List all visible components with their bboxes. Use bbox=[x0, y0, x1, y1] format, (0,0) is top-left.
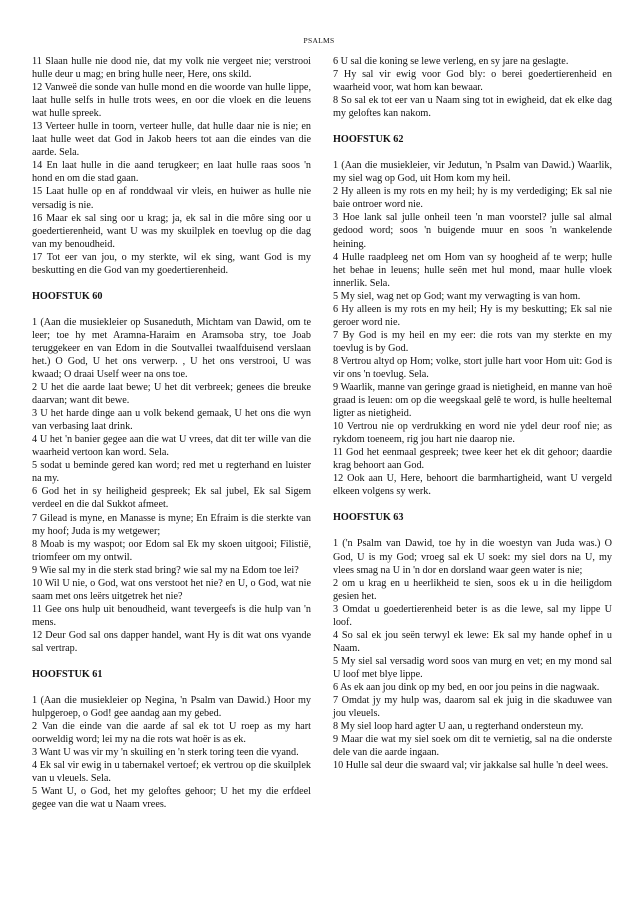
verse-paragraph: 5 My siel, wag net op God; want my verwagting is van hom. bbox=[333, 290, 581, 302]
verse-paragraph: 12 Ook aan U, Here, behoort die barmhartigheid, want U vergeld elkeen volgens sy werk. bbox=[333, 473, 612, 498]
verse-paragraph: 15 Laat hulle op en af ronddwaal vir vleis, en huiwer as hulle nie versadig is nie. bbox=[32, 186, 311, 211]
verse-paragraph: 3 U het harde dinge aan u volk bekend gemaak, U het ons die wyn van verbasing laat drink. bbox=[32, 408, 311, 433]
verse-paragraph: 10 Hulle sal deur die swaard val; vir jakkalse sal hulle 'n deel wees. bbox=[333, 760, 609, 772]
chapter-heading: HOOFSTUK 60 bbox=[32, 290, 103, 302]
verse-paragraph: 6 Hy alleen is my rots en my heil; Hy is my beskutting; Ek sal nie geroer word nie. bbox=[333, 303, 612, 328]
verse-paragraph: 5 My siel sal versadig word soos van murg en vet; en my mond sal U loof met blye lippe. bbox=[333, 655, 612, 680]
verse-paragraph: 4 Ek sal vir ewig in u tabernakel vertoef; ek vertrou op die skuilplek van u vleuels. Sela. bbox=[32, 760, 311, 785]
chapter-heading: HOOFSTUK 61 bbox=[32, 669, 103, 681]
verse-paragraph: 8 Moab is my waspot; oor Edom sal Ek my skoen uitgooi; Filistië, triomfeer om my ontwil. bbox=[32, 538, 311, 563]
verse-paragraph: 11 Slaan hulle nie dood nie, dat my volk nie vergeet nie; verstrooi hulle deur u mag; en bring hulle neer, Here, ons skild. bbox=[32, 56, 311, 81]
verse-paragraph: 2 om u krag en u heerlikheid te sien, soos ek u in die heiligdom gesien het. bbox=[333, 577, 612, 602]
verse-paragraph: 14 En laat hulle in die aand terugkeer; en laat hulle raas soos 'n hond en om die stad gaan. bbox=[32, 160, 311, 185]
verse-paragraph: 16 Maar ek sal sing oor u krag; ja, ek sal in die môre sing oor u goedertierenheid, want U was my skuilplek en toevlug op die dag van my benoudheid. bbox=[32, 212, 311, 250]
verse-paragraph: 12 Deur God sal ons dapper handel, want Hy is dit wat ons vyande sal vertrap. bbox=[32, 629, 311, 654]
verse-paragraph: 12 Vanweë die sonde van hulle mond en die woorde van hulle lippe, laat hulle selfs in hulle trots wees, en oor die vloek en die leuens wat hulle spreek. bbox=[32, 82, 311, 120]
verse-paragraph: 4 Hulle raadpleeg net om Hom van sy hoogheid af te werp; hulle het behae in leuens; hulle seën met hul mond, maar hulle vloek innerlik. Sela. bbox=[333, 251, 612, 289]
verse-paragraph: 4 U het 'n banier gegee aan die wat U vrees, dat dit ter wille van die waarheid vertoon kan word. Sela. bbox=[32, 434, 311, 459]
verse-paragraph: 13 Verteer hulle in toorn, verteer hulle, dat hulle daar nie is nie; en laat hulle weet dat God in Jakob heers tot aan die eindes van die aarde. Sela. bbox=[32, 121, 311, 159]
right-column bbox=[333, 55, 612, 811]
verse-paragraph: 7 Gilead is myne, en Manasse is myne; En Efraim is die sterkte van my hoof; Juda is my wetgewer; bbox=[32, 512, 311, 537]
verse-paragraph: 11 Gee ons hulp uit benoudheid, want tevergeefs is die hulp van 'n mens. bbox=[32, 603, 311, 628]
text-columns bbox=[32, 55, 612, 811]
running-header: PSALMS bbox=[303, 36, 335, 45]
chapter-heading: HOOFSTUK 63 bbox=[333, 512, 404, 524]
verse-paragraph: 8 My siel loop hard agter U aan, u regterhand ondersteun my. bbox=[333, 721, 584, 733]
verse-paragraph: 8 So sal ek tot eer van u Naam sing tot in ewigheid, dat ek elke dag my geloftes kan nakom. bbox=[333, 95, 612, 120]
verse-paragraph: 9 Waarlik, manne van geringe graad is nietigheid, en manne van hoë graad is leuen: om op die weegskaal gelê te word, is hulle heeltemal ligter as nietigheid. bbox=[333, 382, 612, 420]
left-column bbox=[32, 55, 311, 811]
verse-paragraph: 10 Vertrou nie op verdrukking en word nie ydel deur roof nie; as rykdom toeneem, rig jou hart nie daarop nie. bbox=[333, 421, 612, 446]
verse-paragraph: 6 God het in sy heiligheid gespreek; Ek sal jubel, Ek sal Sigem verdeel en die dal Sukkot afmeet. bbox=[32, 486, 311, 511]
verse-paragraph: 8 Vertrou altyd op Hom; volke, stort julle hart voor Hom uit: God is vir ons 'n toevlug. Sela. bbox=[333, 355, 612, 380]
chapter-heading: HOOFSTUK 62 bbox=[333, 134, 404, 146]
verse-paragraph: 3 Hoe lank sal julle onheil teen 'n man voorstel? julle sal almal gedood word; soos 'n buigende muur en soos 'n wankelende heining. bbox=[333, 212, 612, 250]
verse-paragraph: 2 Hy alleen is my rots en my heil; hy is my verdediging; Ek sal nie baie ontroer word nie. bbox=[333, 186, 612, 211]
verse-paragraph: 9 Maar die wat my siel soek om dit te vernietig, sal na die onderste dele van die aarde ingaan. bbox=[333, 734, 612, 759]
verse-paragraph: 7 By God is my heil en my eer: die rots van my sterkte en my toevlug is by God. bbox=[333, 329, 612, 354]
verse-paragraph: 1 (Aan die musiekleier op Negina, 'n Psalm van Dawid.) Hoor my hulpgeroep, o God! gee aandag aan my gebed. bbox=[32, 695, 311, 720]
verse-paragraph: 2 Van die einde van die aarde af sal ek tot U roep as my hart oorweldig word; lei my na die rots wat hoër is as ek. bbox=[32, 721, 311, 746]
verse-paragraph: 5 sodat u beminde gered kan word; red met u regterhand en luister na my. bbox=[32, 460, 311, 485]
verse-paragraph: 7 Omdat jy my hulp was, daarom sal ek juig in die skaduwee van jou vleuels. bbox=[333, 695, 612, 720]
verse-paragraph: 1 (Aan die musiekleier op Susaneduth, Michtam van Dawid, om te leer; toe hy met Aramna-Haraim en Aramsoba stry, toe Joab teruggekeer en van Edom in die Soutvallei twaalfduisend verslaan het.) O God, U het ons verwerp. , U het ons verstrooi, U was kwaad; O draai Uself weer na ons toe. bbox=[32, 316, 311, 380]
verse-paragraph: 6 U sal die koning se lewe verleng, en sy jare na geslagte. bbox=[333, 56, 569, 67]
verse-paragraph: 17 Tot eer van jou, o my sterkte, wil ek sing, want God is my beskutting en die God van my goedertierenheid. bbox=[32, 251, 311, 276]
verse-paragraph: 2 U het die aarde laat bewe; U het dit verbreek; genees die breuke daarvan; want dit bewe. bbox=[32, 382, 311, 407]
verse-paragraph: 3 Want U was vir my 'n skuiling en 'n sterk toring teen die vyand. bbox=[32, 747, 299, 759]
verse-paragraph: 11 God het eenmaal gespreek; twee keer het ek dit gehoor; daardie krag behoort aan God. bbox=[333, 447, 612, 472]
verse-paragraph: 10 Wil U nie, o God, wat ons verstoot het nie? en U, o God, wat nie saam met ons leërs uitgetrek het nie? bbox=[32, 577, 311, 602]
verse-paragraph: 1 (Aan die musiekleier, vir Jedutun, 'n Psalm van Dawid.) Waarlik, my siel wag op God, uit Hom kom my heil. bbox=[333, 160, 612, 185]
verse-paragraph: 3 Omdat u goedertierenheid beter is as die lewe, sal my lippe U loof. bbox=[333, 603, 612, 628]
verse-paragraph: 1 ('n Psalm van Dawid, toe hy in die woestyn van Juda was.) O God, U is my God; vroeg sal ek U soek: my siel dors na U, my vlees smag na U in 'n dor en dorsland waar geen water is nie; bbox=[333, 538, 612, 576]
verse-paragraph: 4 So sal ek jou seën terwyl ek lewe: Ek sal my hande ophef in u Naam. bbox=[333, 629, 612, 654]
verse-paragraph: 5 Want U, o God, het my geloftes gehoor; U het my die erfdeel gegee van die wat u Naam vrees. bbox=[32, 786, 311, 811]
verse-paragraph: 9 Wie sal my in die sterk stad bring? wie sal my na Edom toe lei? bbox=[32, 564, 299, 576]
verse-paragraph: 7 Hy sal vir ewig voor God bly: o berei goedertierenheid en waarheid voor, wat hom kan bewaar. bbox=[333, 69, 612, 94]
verse-paragraph: 6 As ek aan jou dink op my bed, en oor jou peins in die nagwaak. bbox=[333, 681, 600, 693]
